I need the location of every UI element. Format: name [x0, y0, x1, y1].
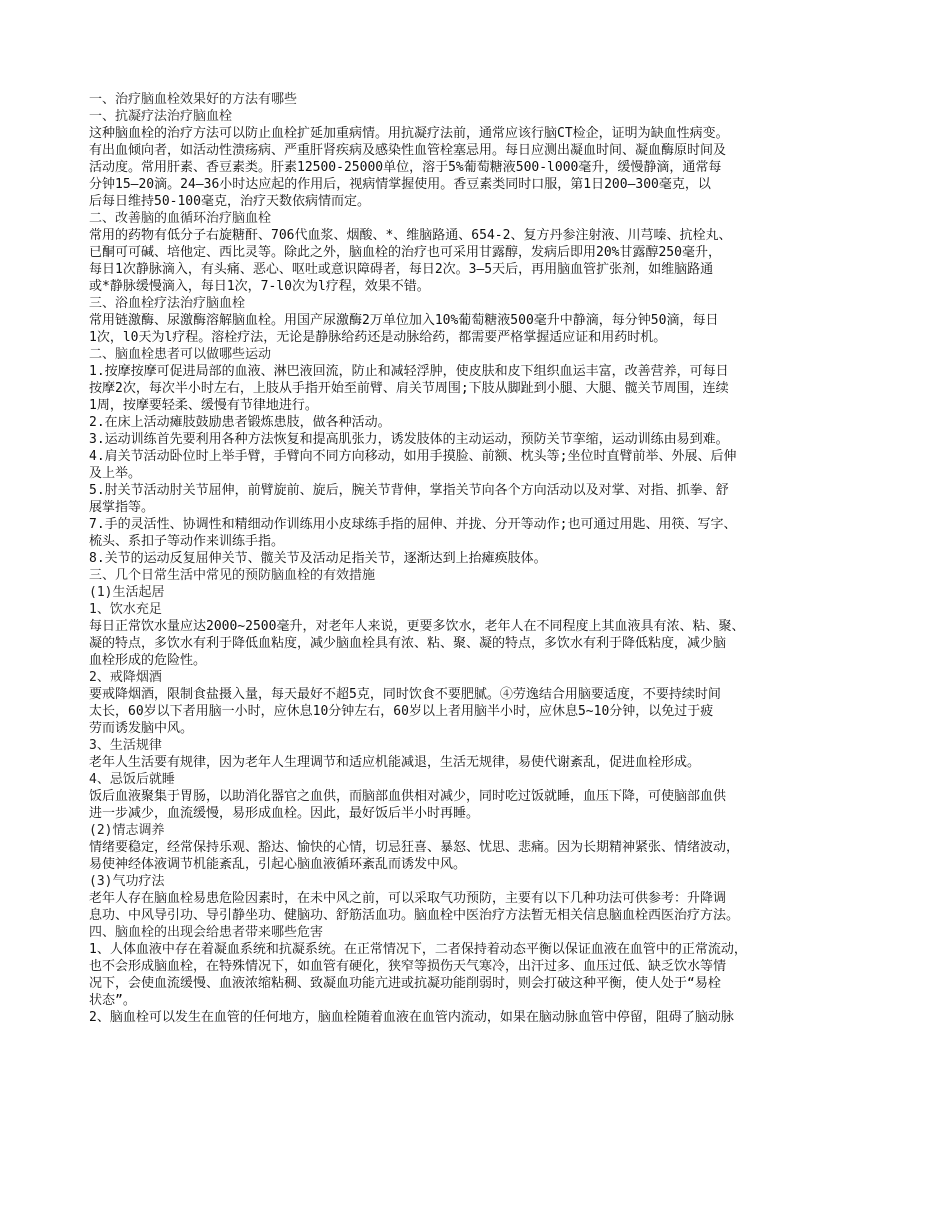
- paragraph-line: 1次，l0天为l疗程。溶栓疗法，无论是静脉给药还是动脉给药，都需要严格掌握适应证和用药时机。: [89, 330, 667, 345]
- paragraph-line: 或*静脉缓慢滴入，每日1次，7-l0次为l疗程，效果不错。: [89, 279, 430, 294]
- paragraph-line: 进一步减少，血流缓慢，易形成血栓。因此，最好饭后半小时再睡。: [89, 806, 480, 821]
- paragraph-line: 这种脑血栓的治疗方法可以防止血栓扩延加重病情。用抗凝疗法前，通常应该行脑CT检企，证明为缺血性病变。: [89, 126, 729, 141]
- list-item-line: 2.在床上活动瘫肢鼓励患者锻炼患肢，做各种活动。: [89, 415, 391, 430]
- paragraph-line: 要戒降烟酒，限制食盐摄入量，每天最好不超5克，同时饮食不要肥腻。④劳逸结合用脑要适度，不要持续时间: [89, 687, 721, 702]
- subheading: 一、抗凝疗法治疗脑血栓: [89, 109, 233, 124]
- subheading: (2)情志调养: [89, 823, 165, 838]
- paragraph-line: 分钟15—20滴。24—36小时达应起的作用后，视病情掌握使用。香豆素类同时口服，第1日200—300毫克，以: [89, 177, 711, 192]
- paragraph-line: 老年人存在脑血栓易患危险因素时，在未中风之前，可以采取气功预防，主要有以下几种功法可供参考：升降调: [89, 891, 727, 906]
- paragraph-line: 后每日维持50-100毫克，治疗天数依病情而定。: [89, 194, 370, 209]
- document-body: [89, 91, 865, 1026]
- paragraph-line: 常用链激酶、尿激酶溶解脑血栓。用国产尿激酶2万单位加入10%葡萄糖液500毫升中静滴，每分钟50滴，每日: [89, 313, 719, 328]
- heading: 三、几个日常生活中常见的预防脑血栓的有效措施: [89, 568, 376, 583]
- subheading: 4、忌饭后就睡: [89, 772, 175, 787]
- paragraph-line: 每日1次静脉滴入，有头痛、恶心、呕吐或意识障碍者，每日2次。3—5天后，再用脑血管扩张剂，如维脑路通: [89, 262, 714, 277]
- paragraph-line: 血栓形成的危险性。: [89, 653, 207, 668]
- heading: 四、脑血栓的出现会给患者带来哪些危害: [89, 925, 324, 940]
- list-item-line: 1.按摩按摩可促进局部的血液、淋巴液回流，防止和减轻浮肿，使皮肤和皮下组织血运丰富，改善营养，可每日: [89, 364, 729, 379]
- paragraph-line: 饭后血液聚集于胃肠，以助消化器官之血供，而脑部血供相对减少，同时吃过饭就睡，血压下降，可使脑部血供: [89, 789, 727, 804]
- list-item-line: 8.关节的运动反复屈伸关节、髋关节及活动足指关节，逐渐达到上抬瘫痪肢体。: [89, 551, 547, 566]
- paragraph-line: 有出血倾向者，如活动性溃疡病、严重肝肾疾病及感染性血管栓塞忌用。每日应测出凝血时间、凝血酶原时间及: [89, 143, 727, 158]
- paragraph-line: 况下，会使血流缓慢、血液浓缩粘稠、致凝血功能亢进或抗凝功能削弱时，则会打破这种平衡，使人处于“易栓: [89, 976, 721, 991]
- paragraph-line: 1、人体血液中存在着凝血系统和抗凝系统。在正常情况下，二者保持着动态平衡以保证血液在血管中的正常流动，: [89, 942, 747, 957]
- list-item-line: 5.肘关节活动肘关节屈伸，前臂旋前、旋后，腕关节背伸，掌指关节向各个方向活动以及对掌、对指、抓拳、舒: [89, 483, 729, 498]
- paragraph-line: 易使神经体液调节机能紊乱，引起心脑血液循环紊乱而诱发中风。: [89, 857, 467, 872]
- paragraph-line: 情绪要稳定，经常保持乐观、豁达、愉快的心情，切忌狂喜、暴怒、忧思、悲痛。因为长期精神紧张、情绪波动，: [89, 840, 740, 855]
- paragraph-line: 活动度。常用肝素、香豆素类。肝素12500-25000单位，溶于5%葡萄糖液500-l000毫升，缓慢静滴，通常每: [89, 160, 722, 175]
- paragraph-line: 息功、中风导引功、导引静坐功、健脑功、舒筋活血功。脑血栓中医治疗方法暂无相关信息脑血栓西医治疗方法。: [89, 908, 740, 923]
- paragraph-line: 太长，60岁以下者用脑一小时，应休息10分钟左右，60岁以上者用脑半小时，应休息5~10分钟，以免过于疲: [89, 704, 714, 719]
- heading: 一、治疗脑血栓效果好的方法有哪些: [89, 92, 298, 107]
- list-item-line: 4.肩关节活动卧位时上举手臂，手臂向不同方向移动，如用手摸脸、前额、枕头等;坐位时直臂前举、外展、后伸: [89, 449, 737, 464]
- subheading: 3、生活规律: [89, 738, 162, 753]
- paragraph-line: 2、脑血栓可以发生在血管的任何地方，脑血栓随着血液在血管内流动，如果在脑动脉血管中停留，阻碍了脑动脉: [89, 1010, 734, 1025]
- paragraph-line: 老年人生活要有规律，因为老年人生理调节和适应机能减退，生活无规律，易使代谢紊乱，促进血栓形成。: [89, 755, 701, 770]
- subheading: (1)生活起居: [89, 585, 165, 600]
- subheading: 三、浴血栓疗法治疗脑血栓: [89, 296, 246, 311]
- subheading: 1、饮水充足: [89, 602, 162, 617]
- paragraph-line: 已酮可可碱、培他定、西比灵等。除此之外，脑血栓的治疗也可采用甘露醇，发病后即用20%甘露醇250毫升，: [89, 245, 721, 260]
- paragraph-line: 凝的特点，多饮水有利于降低血粘度，减少脑血栓具有浓、粘、聚、凝的特点，多饮水有利于降低粘度，减少脑: [89, 636, 727, 651]
- subheading: 2、戒降烟酒: [89, 670, 162, 685]
- heading: 二、脑血栓患者可以做哪些运动: [89, 347, 272, 362]
- list-item-line: 梳头、系扣子等动作来训练手指。: [89, 534, 285, 549]
- list-item-line: 3.运动训练首先要利用各种方法恢复和提高肌张力，诱发肢体的主动运动，预防关节挛缩，运动训练由易到难。: [89, 432, 729, 447]
- subheading: 二、改善脑的血循环治疗脑血栓: [89, 211, 272, 226]
- list-item-line: 及上举。: [89, 466, 142, 481]
- list-item-line: 7.手的灵活性、协调性和精细动作训练用小皮球练手指的屈伸、并拢、分开等动作;也可通过用匙、用筷、写字、: [89, 517, 737, 532]
- paragraph-line: 每日正常饮水量应达2000~2500毫升，对老年人来说，更要多饮水，老年人在不同程度上其血液具有浓、粘、聚、: [89, 619, 745, 634]
- list-item-line: 展掌指等。: [89, 500, 155, 515]
- paragraph-line: 劳而诱发脑中风。: [89, 721, 194, 736]
- paragraph-line: 状态”。: [89, 993, 136, 1008]
- list-item-line: 按摩2次，每次半小时左右，上肢从手指开始至前臂、肩关节周围;下肢从脚趾到小腿、大腿、髋关节周围，连续: [89, 381, 729, 396]
- subheading: (3)气功疗法: [89, 874, 165, 889]
- paragraph-line: 也不会形成脑血栓，在特殊情况下，如血管有硬化，狭窄等损伤天气寒冷，出汗过多、血压过低、缺乏饮水等情: [89, 959, 727, 974]
- list-item-line: 1周，按摩要轻柔、缓慢有节律地进行。: [89, 398, 318, 413]
- paragraph-line: 常用的药物有低分子右旋糖酐、706代血浆、烟酸、*、维脑路通、654-2、复方丹参注射液、川芎嗪、抗栓丸、: [89, 228, 732, 243]
